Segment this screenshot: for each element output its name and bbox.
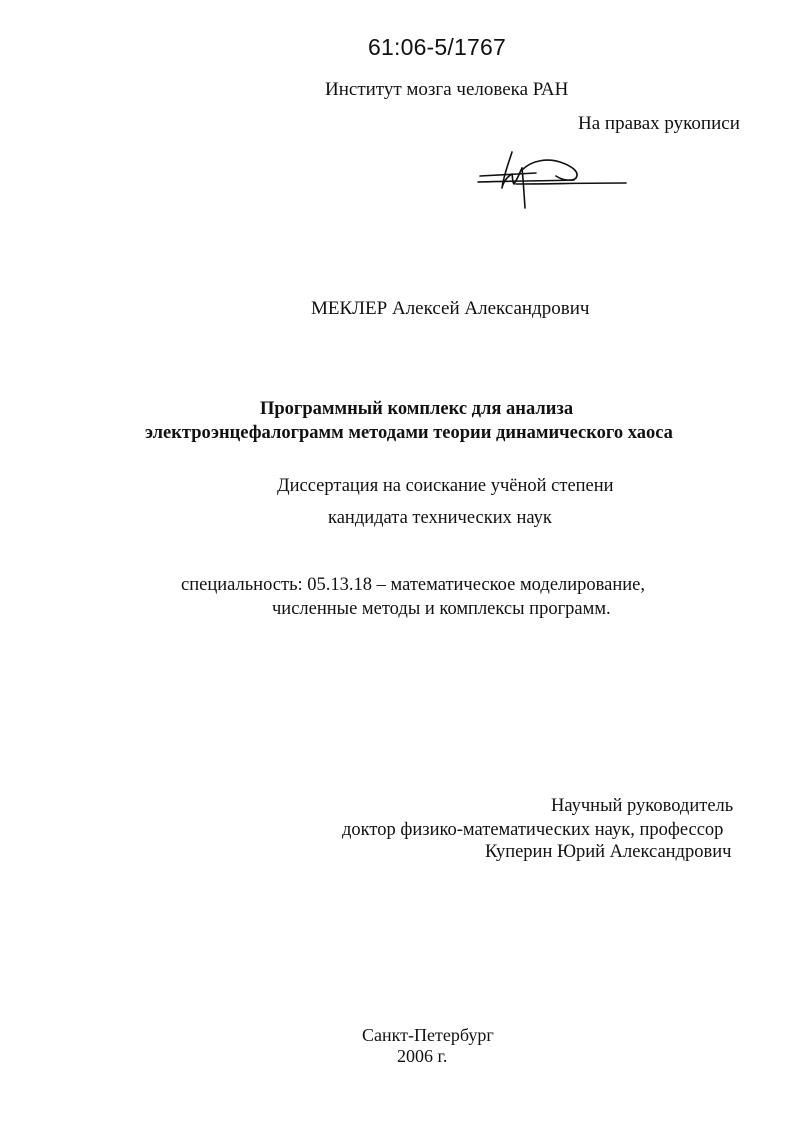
manuscript-rights-note: На правах рукописи (578, 113, 740, 134)
archive-stamp-number: 61:06-5/1767 (368, 34, 506, 60)
thesis-title-line-2: электроэнцефалограмм методами теории динамического хаоса (145, 423, 673, 443)
signature-icon (476, 148, 628, 212)
supervisor-role: Научный руководитель (551, 796, 734, 816)
specialty-line-1: специальность: 05.13.18 – математическое моделирование, (181, 575, 645, 595)
supervisor-title: доктор физико-математических наук, профессор (342, 820, 724, 840)
supervisor-name: Куперин Юрий Александрович (485, 842, 732, 862)
institute-name: Институт мозга человека РАН (325, 79, 569, 100)
publication-year: 2006 г. (397, 1046, 448, 1066)
thesis-title-line-1: Программный комплекс для анализа (260, 399, 574, 419)
publication-city: Санкт-Петербург (362, 1025, 494, 1045)
dissertation-statement: Диссертация на соискание учёной степени (277, 476, 614, 496)
author-name: МЕКЛЕР Алексей Александрович (311, 298, 590, 319)
degree-line: кандидата технических наук (328, 508, 552, 528)
specialty-line-2: численные методы и комплексы программ. (272, 599, 611, 619)
